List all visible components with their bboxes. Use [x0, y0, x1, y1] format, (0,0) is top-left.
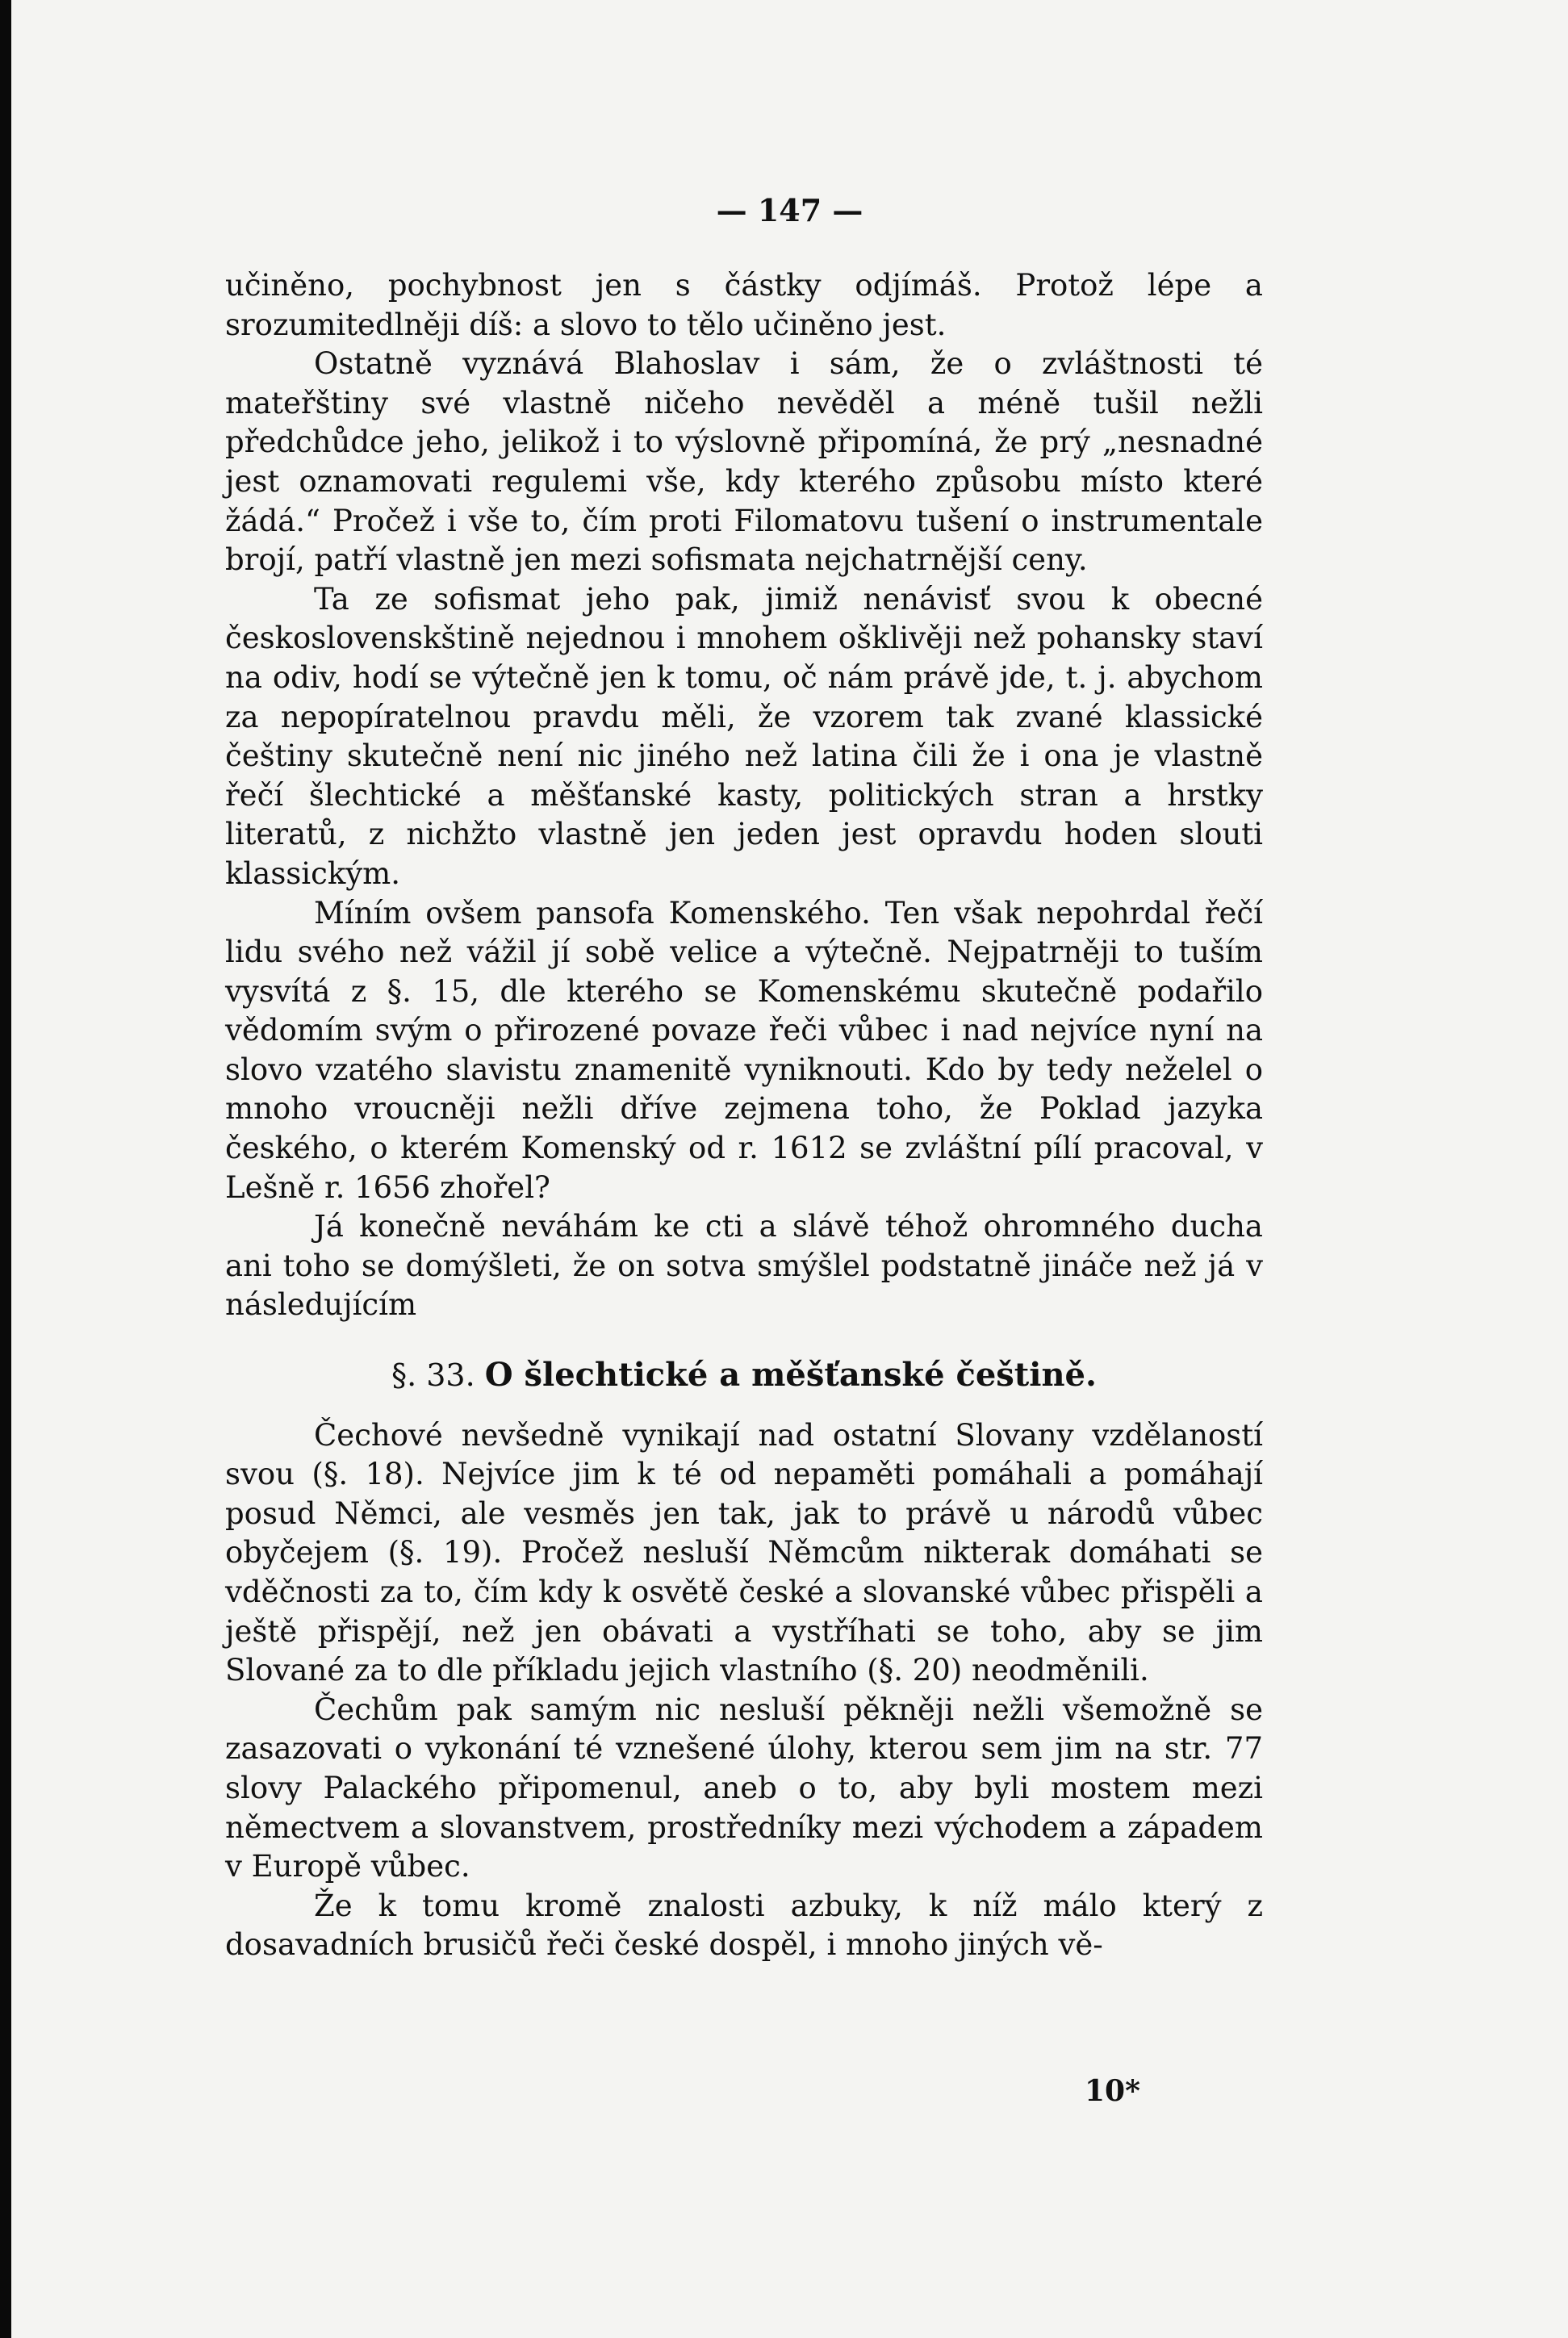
body-text — [225, 266, 1263, 1965]
scan-gutter — [0, 0, 11, 2338]
paragraph: Čechům pak samým nic nesluší pěkněji nežli všemožně se zasazovati o vykonání té vznešené úlohy, kterou sem jim na str. 77 slovy Palackého připomenul, aneb o to, aby byli mostem mezi němectvem a slovanstvem, prostředníky mezi východem a západem v Europě vůbec. — [225, 1692, 1263, 1884]
paragraph: Míním ovšem pansofa Komenského. Ten však nepohrdal řečí lidu svého než vážil jí sobě velice a výtečně. Nejpatrněji to tuším vysvítá z §. 15, dle kterého se Komenskému skutečně podařilo vědomím svým o přirozené povaze řeči vůbec i nad nejvíce nyní na slovo vzatého slavistu znamenitě vyniknouti. Kdo by tedy neželel o mnoho vroucněji nežli dříve zejmena toho, že Poklad jazyka českého, o kterém Komenský od r. 1612 se zvláštní pílí pracoval, v Lešně r. 1656 zhořel? — [225, 895, 1263, 1205]
paragraph: učiněno, pochybnost jen s částky odjímáš. Protož lépe a srozumitedlněji díš: a slovo to tělo učiněno jest. — [225, 268, 1263, 342]
page-number: — 147 — — [716, 192, 863, 228]
paragraph: Já konečně neváhám ke cti a slávě téhož ohromného ducha ani toho se domýšleti, že on sotva smýšlel podstatně jináče než já v následujícím — [225, 1209, 1263, 1323]
section-heading — [225, 1356, 1263, 1395]
book-page — [11, 0, 1568, 2338]
paragraph: Že k tomu kromě znalosti azbuky, k níž málo který z dosavadních brusičů řeči české dospěl, i mnoho jiných vě- — [225, 1888, 1263, 1963]
signature-mark: 10* — [1085, 2074, 1140, 2108]
paragraph: Ostatně vyznává Blahoslav i sám, že o zvláštnosti té mateřštiny své vlastně ničeho nevěděl a méně tušil nežli předchůdce jeho, jelikož i to výslovně připomíná, že prý „nesnadné jest oznamovati regulemi vše, kdy kterého způsobu místo které žádá.“ Pročež i vše to, čím proti Filomatovu tušení o instrumentale brojí, patří vlastně jen mezi sofismata nejchatrnější ceny. — [225, 346, 1263, 578]
paragraph: Čechové nevšedně vynikají nad ostatní Slovany vzdělaností svou (§. 18). Nejvíce jim k té od nepaměti pomáhali a pomáhají posud Němci, ale vesměs jen tak, jak to právě u národů vůbec obyčejem (§. 19). Pročež nesluší Němcům nikterak domáhati se vděčnosti za to, čím kdy k osvětě české a slovanské vůbec přispěli a ještě přispějí, než jen obávati a vystříhati se toho, aby se jim Slované za to dle příkladu jejich vlastního (§. 20) neodměnili. — [225, 1417, 1263, 1688]
paragraph: Ta ze sofismat jeho pak, jimiž nenávisť svou k obecné československštině nejednou i mnohem ošklivěji než pohansky staví na odiv, hodí se výtečně jen k tomu, oč nám právě jde, t. j. abychom za nepopíratelnou pravdu měli, že vzorem tak zvané klassické češtiny skutečně není nic jiného než latina čili že i ona je vlastně řečí šlechtické a měšťanské kasty, politických stran a hrstky literatů, z nichžto vlastně jen jeden jest opravdu hoden slouti klassickým. — [225, 581, 1263, 891]
section-number: §. 33. — [391, 1357, 475, 1394]
section-title: O šlechtické a měšťanské češtině. — [484, 1356, 1097, 1395]
